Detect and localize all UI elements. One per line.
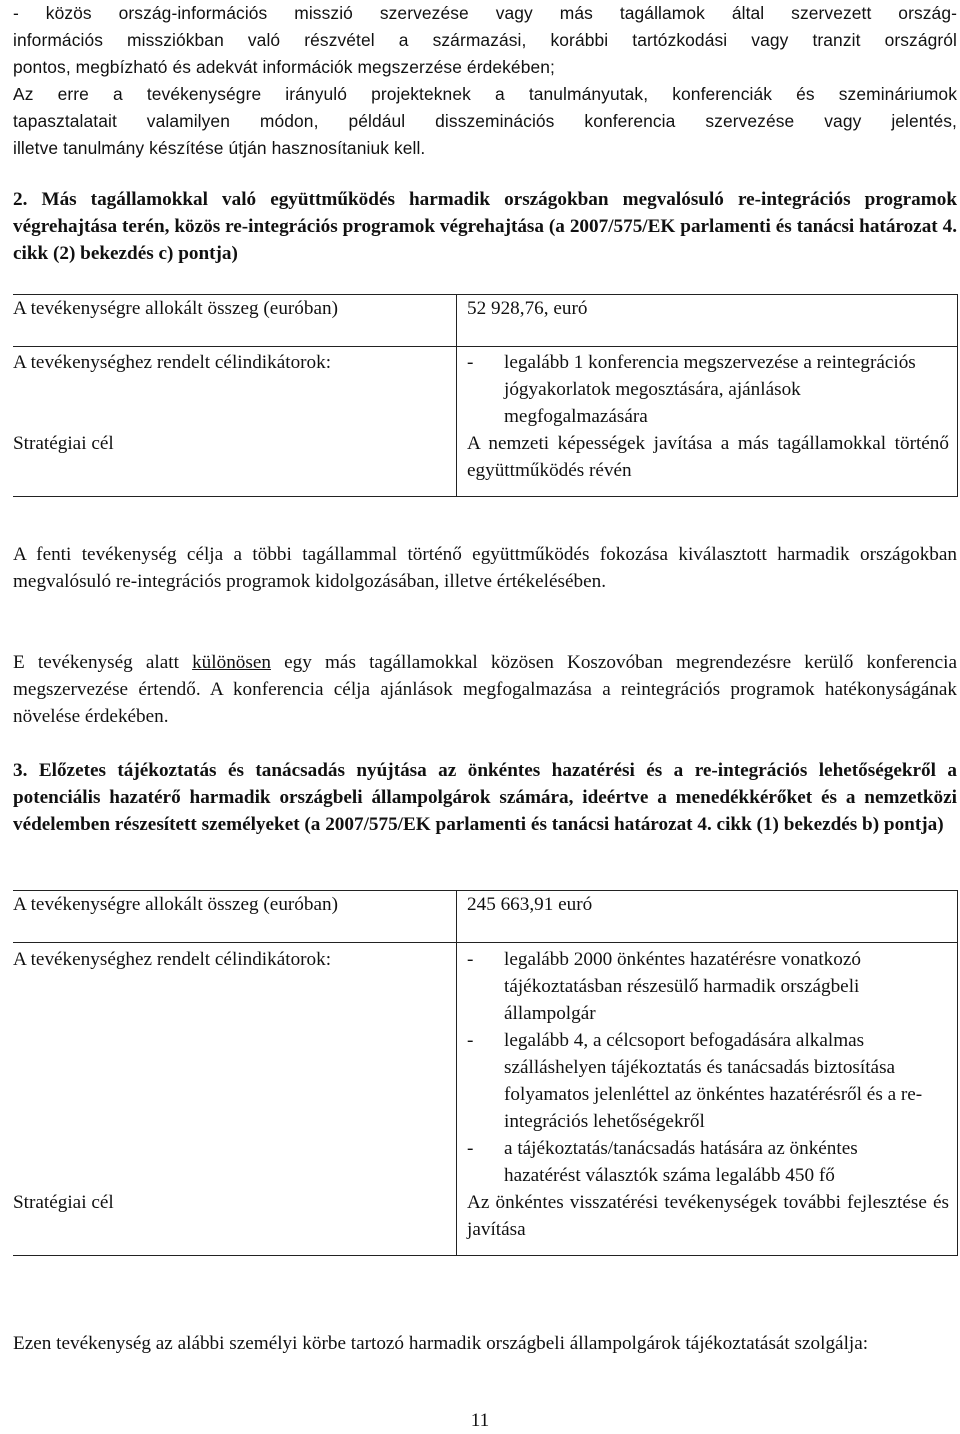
s2-strategy-value: A nemzeti képességek javítása a más tagállamokkal történő együttműködés révén bbox=[457, 430, 958, 497]
intro-line-2: információs missziókban való részvétel a származási, korábbi tartózkodási vagy tranzit országról bbox=[13, 30, 957, 50]
s3-strategy-value: Az önkéntes visszatérési tevékenységek további fejlesztése és javítása bbox=[457, 1189, 958, 1256]
s2-strategy-label: Stratégiai cél bbox=[13, 430, 457, 497]
s2-paragraph-1: A fenti tevékenység célja a többi tagállammal történő együttműködés fokozása kiválasztott harmadik országokban megvalósuló re-integrációs programok kidolgozásában, illetve értékelésében. bbox=[13, 544, 957, 592]
intro-line-6: illetve tanulmány készítése útján hasznosítaniuk kell. bbox=[13, 138, 426, 158]
s2-paragraph-2: E tevékenység alatt különösen egy más tagállamokkal közösen Koszovóban megrendezésre kerülő konferencia megszervezése értendő. A konferencia célja ajánlások megfogalmazása a reintegrációs programok hatékonyságának növelése érdekében. bbox=[13, 652, 957, 727]
s3-amount-label: A tevékenységre allokált összeg (euróban) bbox=[13, 891, 457, 943]
s2-indicator-label: A tevékenységhez rendelt célindikátorok: bbox=[13, 347, 457, 431]
page-number: 11 bbox=[470, 1410, 490, 1431]
s3-indicator-item-3: - a tájékoztatás/tanácsadás hatására az önkéntes hazatérést választók száma legalább 450 fő bbox=[467, 1138, 858, 1186]
s2-amount-label: A tevékenységre allokált összeg (euróban) bbox=[13, 295, 457, 347]
s3-indicator-item-1: - legalább 2000 önkéntes hazatérésre vonatkozó tájékoztatásban részesülő harmadik országbeli állampolgár bbox=[467, 949, 861, 1024]
section-3-table bbox=[13, 890, 958, 1256]
s3-indicator-list bbox=[457, 943, 958, 1190]
s3-indicator-item-2: - legalább 4, a célcsoport befogadására alkalmas szálláshelyen tájékoztatás és tanácsadás biztosítása folyamatos jelenléttel az önkéntes hazatérésről és a re-integrációs lehetőségekről bbox=[467, 1030, 923, 1132]
s2-indicator-item: - legalább 1 konferencia megszervezése a reintegrációs jógyakorlatok megosztására, ajánlások megfogalmazására bbox=[467, 352, 916, 427]
section-2-heading: 2. Más tagállamokkal való együttműködés harmadik országokban megvalósuló re-integrációs programok végrehajtása terén, közös re-integrációs programok végrehajtása (a 2007/575/EK parlamenti és tanácsi határozat 4. cikk (2) bekezdés c) pontja) bbox=[13, 189, 957, 264]
intro-line-4: Az erre a tevékenységre irányuló projekteknek a tanulmányutak, konferenciák és szemináriumok bbox=[13, 84, 957, 104]
s3-strategy-label: Stratégiai cél bbox=[13, 1189, 457, 1256]
s2-indicator-list bbox=[457, 347, 958, 431]
intro-line-5: tapasztalatait valamilyen módon, például disszeminációs konferencia szervezése vagy jelentés, bbox=[13, 111, 957, 131]
s3-amount-value: 245 663,91 euró bbox=[457, 891, 958, 943]
section-2-table bbox=[13, 294, 958, 497]
section-3-heading: 3. Előzetes tájékoztatás és tanácsadás nyújtása az önkéntes hazatérési és a re-integrációs lehetőségekről a potenciális hazatérő harmadik országbeli állampolgárok számára, ideértve a menedékkérőket és a nemzetközi védelemben részesített személyeket (a 2007/575/EK parlamenti és tanácsi határozat 4. cikk (1) bekezdés b) pontja) bbox=[13, 760, 957, 835]
s2-amount-value: 52 928,76, euró bbox=[457, 295, 958, 347]
s3-indicator-label: A tevékenységhez rendelt célindikátorok: bbox=[13, 943, 457, 1190]
intro-line-1: - közös ország-információs misszió szervezése vagy más tagállamok által szervezett ország- bbox=[13, 3, 957, 23]
intro-text bbox=[13, 0, 957, 162]
s3-paragraph-1: Ezen tevékenység az alábbi személyi körbe tartozó harmadik országbeli állampolgárok tájékoztatását szolgálja: bbox=[13, 1333, 869, 1354]
intro-line-3: pontos, megbízható és adekvát információk megszerzése érdekében; bbox=[13, 57, 555, 77]
emphasis-underline: különösen bbox=[192, 652, 271, 673]
